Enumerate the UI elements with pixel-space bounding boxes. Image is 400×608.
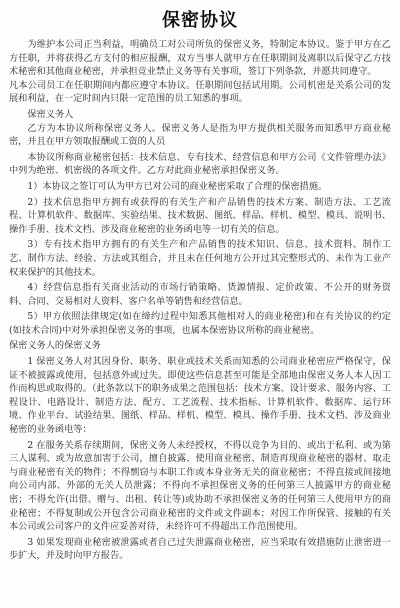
clause-5: 5）甲方依照法律规定(如在缔约过程中知悉其他相对人的商业秘密)和在有关协议的约定(如技术合同)中对外承担保密义务的事项，也属本保密协议所称的商业秘密。: [9, 311, 391, 336]
scope-paragraph: 凡本公司员工在任职期间内都应遵守本协议。任职期间包括试用期。公司机密是关系公司的发展和利益，在一定时间内只限一定范围的员工知悉的事项。: [9, 79, 391, 105]
section-heading-obligor: 保密义务人: [27, 108, 74, 120]
clause-2: 2）技术信息指甲方拥有或获得的有关生产和产品销售的技术方案、制造方法、工艺流程、计算机软件、数据库、实验结果、技术数据、图纸、样品、样机、模型、模具、说明书、操作手册、技术文档、涉及商业秘密的业务函电等一切有关的信息。: [9, 196, 391, 235]
clause-1: 1）本协议之签订可认为甲方已对公司的商业秘密采取了合理的保密措施。: [27, 180, 328, 192]
document-title: 保密协议: [162, 10, 238, 31]
intro-paragraph: 为维护本公司正当利益，明确员工对公司所负的保密义务，特制定本协议。鉴于甲方在乙方任职，并将获得乙方支付的相应报酬，双方当事人就甲方在任职期间及离职以后保守乙方技术秘密和其他商业秘密，并承担竞业禁止义务等有关事项，签订下列条款，并愿共同遵守。: [9, 39, 391, 78]
trade-secret-definition-paragraph: 本协议所称商业秘密包括：技术信息、专有技术、经营信息和甲方公司《文件管理办法》中列为绝密、机密级的各项文件。乙方对此商业秘密承担保密义务。: [9, 151, 391, 177]
obligation-3: 3 如果发现商业秘密被泄露或者自己过失泄露商业秘密，应当采取有效措施防止泄密进一步扩大，并及时向甲方报告。: [9, 536, 391, 562]
obligation-2: 2 在服务关系存续期间，保密义务人未经授权，不得以竞争为目的、或出于私利、或为第三人谋利、或为故意加害于公司，擅自披露、使用商业秘密、制造再现商业秘密的器材、取走与商业秘密有关的物件；不得剽窃与本职工作或本身业务无关的商业秘密；不得直接或间接地向公司内部、外部的无关人员泄露；不得向不承担保密义务的任何第三人披露甲方的商业秘密；不得允许(出借、赠与、出租、转让等)或协助不承担保密义务的任何第三人使用甲方的商业秘密；不得复制或公开包含公司商业秘密的文件或文件副本；对因工作所保管、接触的有关本公司或公司客户的文件应妥善对待，未经许可不得超出工作范围使用。: [9, 439, 391, 533]
section-heading-obligations: 保密义务人的保密义务: [9, 340, 101, 352]
obligation-1: 1 保密义务人对其因身份、职务、职业或技术关系而知悉的公司商业秘密应严格保守，保证不被披露或使用，包括意外或过失。即使这些信息甚至可能是全部地由保密义务人本人因工作而构思或取得的。（此条款以下的职务成果之范围包括：技术方案、设计要求、服务内容、工程设计、电路设计、制造方法、配方、工艺流程、技术指标、计算机软件、数据库、运行环境、作业平台、试验结果、图纸、样品、样机、模型、模具、操作手册、技术文档、涉及商业秘密的业务函电等：: [9, 356, 391, 436]
clause-3: 3）专有技术指甲方拥有的有关生产和产品销售的技术知识、信息、技术资料、制作工艺、制作方法、经验、方法或其组合，并且未在任何地方公开过其完整形式的、未作为工业产权来保护的其他技术。: [9, 239, 391, 278]
obligor-definition-paragraph: 乙方为本协议所称保密义务人。保密义务人是指为甲方提供相关服务而知悉甲方商业秘密，并且在甲方领取报酬或工资的人员: [9, 122, 391, 148]
clause-4: 4）经营信息指有关商业活动的市场行销策略、货源情报、定价政策、不公开的财务资料、合同、交易相对人资料、客户名单等销售和经营信息。: [9, 282, 391, 307]
